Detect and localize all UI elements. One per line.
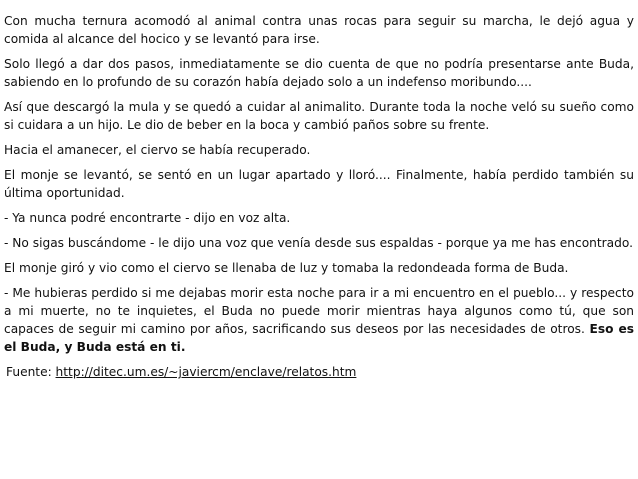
paragraph-8: El monje giró y vio como el ciervo se llenaba de luz y tomaba la redondeada forma de Buda.	[4, 261, 569, 275]
paragraph-4: Hacia el amanecer, el ciervo se había recuperado.	[4, 143, 311, 157]
paragraph-5: El monje se levantó, se sentó en un lugar apartado y lloró.... Finalmente, había perdido también su última oportunidad.	[4, 168, 634, 200]
final-paragraph-bold: Eso es el Buda, y Buda está en ti.	[4, 322, 635, 354]
source-label: Fuente:	[6, 365, 56, 379]
final-paragraph-text: - Me hubieras perdido si me dejabas morir esta noche para ir a mi encuentro en el pueblo... y respecto a mi muerte, no te inquietes, el Buda no puede morir mientras haya algunos como tú, que son capaces de seguir mi camino por años, sacrificando sus deseos por las necesidades de otros.	[4, 286, 634, 336]
document-body	[4, 12, 634, 381]
paragraph-1: Con mucha ternura acomodó al animal contra unas rocas para seguir su marcha, le dejó agua y comida al alcance del hocico y se levantó para irse.	[4, 14, 634, 46]
paragraph-2: Solo llegó a dar dos pasos, inmediatamente se dio cuenta de que no podría presentarse ante Buda, sabiendo en lo profundo de su corazón había dejado solo a un indefenso moribundo....	[4, 57, 634, 89]
source-link[interactable]: http://ditec.um.es/~javiercm/enclave/relatos.htm	[55, 365, 357, 379]
source-line	[4, 363, 634, 381]
paragraph-7: - No sigas buscándome - le dijo una voz que venía desde sus espaldas - porque ya me has encontrado.	[4, 236, 634, 250]
paragraph-6: - Ya nunca podré encontrarte - dijo en voz alta.	[4, 211, 291, 225]
paragraph-3: Así que descargó la mula y se quedó a cuidar al animalito. Durante toda la noche veló su sueño como si cuidara a un hijo. Le dio de beber en la boca y cambió paños sobre su frente.	[4, 100, 634, 132]
paragraph-final	[4, 284, 634, 356]
